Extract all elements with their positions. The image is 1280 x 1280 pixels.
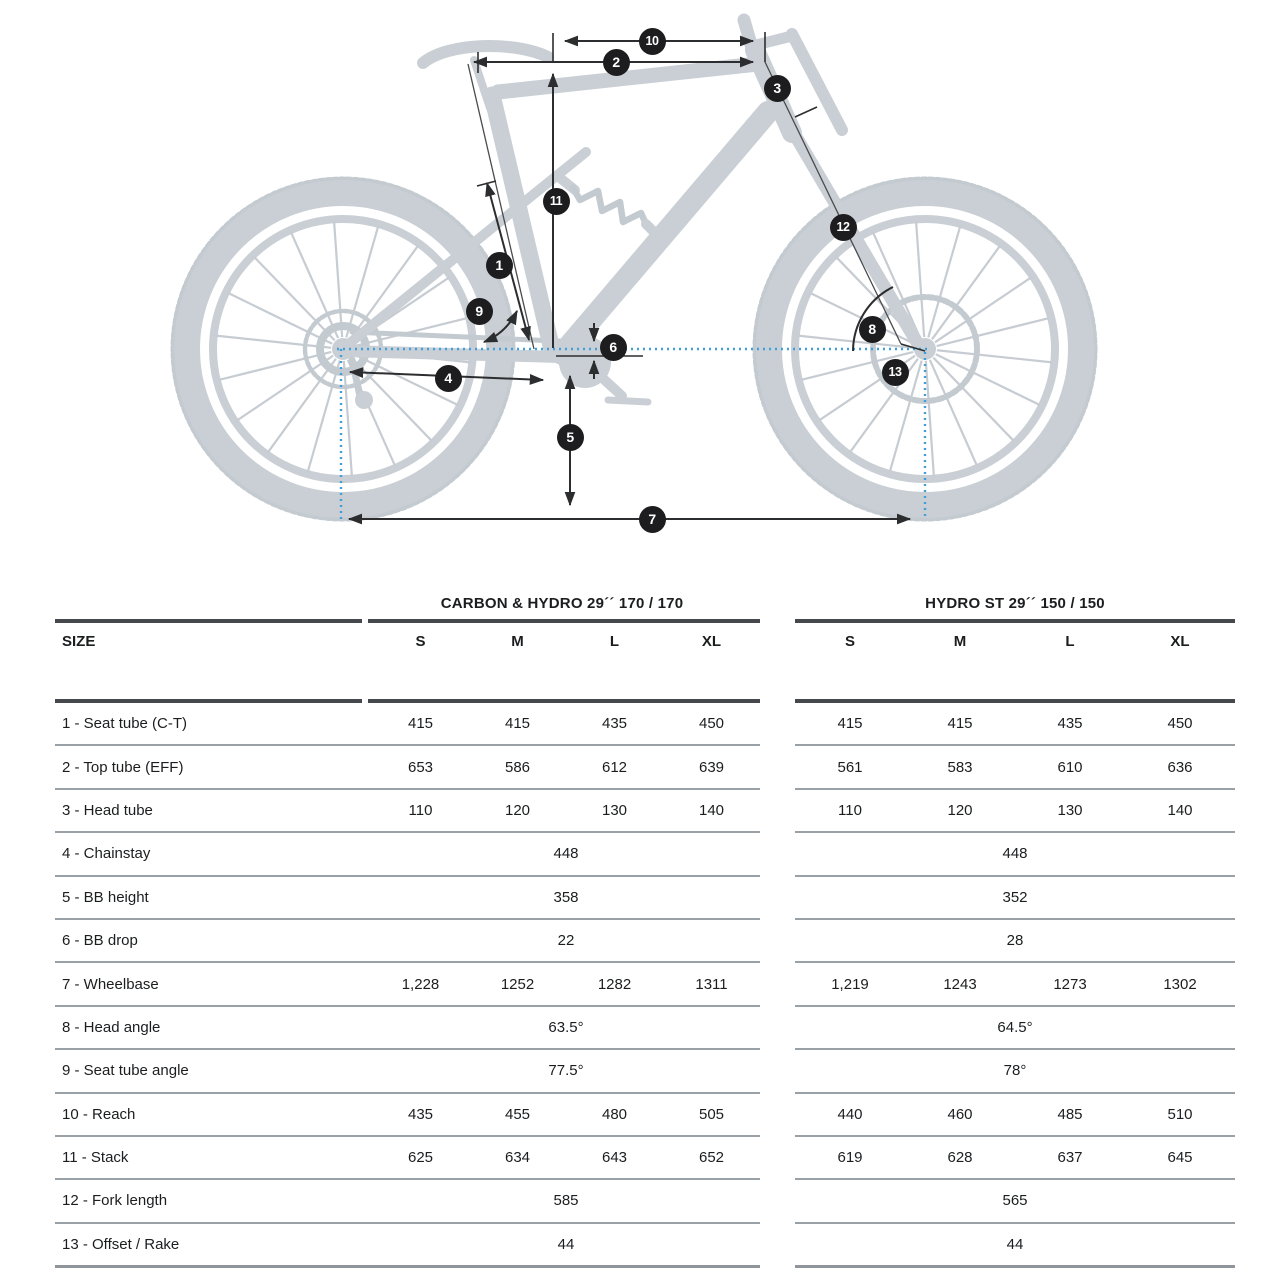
row-value: 460 <box>947 1105 973 1123</box>
col-header-m: M <box>511 633 524 650</box>
marker-8: 8 <box>859 316 886 343</box>
shock-coil-spring <box>573 188 646 224</box>
size-header-row-right <box>795 633 1235 650</box>
row-value: 636 <box>1167 758 1193 776</box>
geometry-row <box>55 920 760 963</box>
marker-5: 5 <box>557 424 584 451</box>
row-label: 9 - Seat tube angle <box>62 1062 189 1080</box>
row-value: 120 <box>504 801 531 819</box>
row-value: 510 <box>1167 1105 1193 1123</box>
row-value-merged: 358 <box>553 888 579 906</box>
row-label: 5 - BB height <box>62 888 149 906</box>
row-label: 10 - Reach <box>62 1105 136 1123</box>
col-header-l: L <box>609 633 620 650</box>
row-value: 1273 <box>1053 975 1087 993</box>
size-header-row-left <box>55 633 760 650</box>
row-value: 628 <box>947 1149 973 1167</box>
row-value: 110 <box>838 801 862 819</box>
row-value-merged: 77.5° <box>548 1062 584 1080</box>
marker-13: 13 <box>882 359 909 386</box>
row-value: 1302 <box>1163 975 1197 993</box>
geometry-row <box>795 1094 1235 1137</box>
spoke <box>237 356 333 421</box>
row-value: 1252 <box>500 975 535 993</box>
row-label: 7 - Wheelbase <box>62 975 159 993</box>
row-value-merged: 448 <box>553 845 579 863</box>
row-value: 634 <box>504 1149 531 1167</box>
geometry-row <box>795 1224 1235 1268</box>
row-value: 625 <box>407 1149 434 1167</box>
geometry-row <box>55 1224 760 1268</box>
geometry-row <box>795 963 1235 1006</box>
row-value: 645 <box>1167 1149 1193 1167</box>
row-value: 619 <box>837 1149 863 1167</box>
row-value-merged: 22 <box>557 932 575 950</box>
col-header-xl: XL <box>701 633 722 650</box>
geometry-table-right <box>795 703 1235 1268</box>
geometry-row <box>795 877 1235 920</box>
saddle <box>423 46 548 63</box>
row-value: 455 <box>504 1105 531 1123</box>
row-value-merged: 78° <box>1003 1062 1027 1080</box>
row-label: 8 - Head angle <box>62 1018 161 1036</box>
down-tube <box>562 112 768 354</box>
row-label: 12 - Fork length <box>62 1192 168 1210</box>
geometry-row <box>795 790 1235 833</box>
geometry-diagram-svg <box>0 0 1280 578</box>
row-value: 120 <box>947 801 973 819</box>
heavy-line <box>55 619 362 623</box>
row-value: 586 <box>504 758 531 776</box>
row-value: 415 <box>947 715 973 733</box>
geometry-row <box>795 1050 1235 1093</box>
head-tube-bottom-tick <box>795 107 817 117</box>
row-label: 6 - BB drop <box>62 932 138 950</box>
row-value: 140 <box>1167 801 1193 819</box>
geometry-row <box>55 746 760 789</box>
col-header-s: S <box>415 633 426 650</box>
row-value: 450 <box>698 715 725 733</box>
geometry-row <box>55 963 760 1006</box>
spoke <box>216 336 331 348</box>
row-value: 415 <box>407 715 434 733</box>
row-value: 130 <box>601 801 628 819</box>
row-value-merged: 63.5° <box>548 1018 584 1036</box>
row-value: 505 <box>698 1105 725 1123</box>
row-value: 140 <box>698 801 725 819</box>
geometry-row <box>55 1007 760 1050</box>
marker-12: 12 <box>830 214 857 241</box>
row-value-merged: 28 <box>1006 932 1024 950</box>
geometry-row <box>55 1180 760 1223</box>
row-value-merged: 352 <box>1002 888 1028 906</box>
spoke <box>937 318 1050 346</box>
row-label: 3 - Head tube <box>62 801 153 819</box>
row-label: 11 - Stack <box>62 1149 129 1167</box>
row-label: 2 - Top tube (EFF) <box>62 758 184 776</box>
row-value: 610 <box>1057 758 1083 776</box>
heavy-line <box>795 619 1235 623</box>
row-value: 583 <box>947 758 973 776</box>
spoke <box>798 336 913 348</box>
row-value: 561 <box>837 758 863 776</box>
geometry-row <box>55 833 760 876</box>
spoke <box>228 293 332 344</box>
row-label: 13 - Offset / Rake <box>62 1235 180 1253</box>
group-title-hydro-st: HYDRO ST 29´´ 150 / 150 <box>925 595 1105 612</box>
marker-2: 2 <box>603 49 630 76</box>
col-header-s: S <box>844 633 855 650</box>
marker-11: 11 <box>543 188 570 215</box>
marker-4: 4 <box>435 365 462 392</box>
row-value-merged: 585 <box>553 1192 579 1210</box>
row-value: 415 <box>504 715 531 733</box>
row-value-merged: 44 <box>557 1235 575 1253</box>
geometry-row <box>795 703 1235 746</box>
geometry-row <box>795 920 1235 963</box>
geometry-row <box>795 1137 1235 1180</box>
row-value: 110 <box>408 801 433 819</box>
derailleur-pulley <box>355 391 373 409</box>
row-value: 637 <box>1057 1149 1083 1167</box>
geometry-row <box>795 833 1235 876</box>
row-value: 612 <box>601 758 628 776</box>
marker-1: 1 <box>486 252 513 279</box>
col-header-xl: XL <box>1170 633 1190 650</box>
row-value: 130 <box>1057 801 1083 819</box>
geometry-row <box>795 1007 1235 1050</box>
geometry-row <box>55 1050 760 1093</box>
geometry-row <box>795 746 1235 789</box>
marker-9: 9 <box>466 298 493 325</box>
stem <box>752 36 792 46</box>
marker-3: 3 <box>764 75 791 102</box>
row-value: 435 <box>407 1105 434 1123</box>
geometry-row <box>55 1137 760 1180</box>
row-value-merged: 565 <box>1002 1192 1028 1210</box>
geometry-table-left <box>55 703 760 1268</box>
spoke <box>935 277 1031 342</box>
row-value: 652 <box>698 1149 725 1167</box>
row-value: 1311 <box>695 975 728 993</box>
geometry-diagram <box>0 0 1280 578</box>
row-label: 1 - Seat tube (C-T) <box>62 715 188 733</box>
marker-10: 10 <box>639 28 666 55</box>
geometry-row <box>795 1180 1235 1223</box>
row-value: 435 <box>1057 715 1083 733</box>
row-value: 643 <box>601 1149 628 1167</box>
row-value-merged: 64.5° <box>997 1018 1033 1036</box>
col-header-l: L <box>1065 633 1075 650</box>
row-value: 1,219 <box>831 975 869 993</box>
row-value: 435 <box>601 715 628 733</box>
row-value-merged: 448 <box>1002 845 1028 863</box>
row-label: 4 - Chainstay <box>62 845 151 863</box>
row-value: 1,228 <box>401 975 440 993</box>
spoke <box>344 361 352 477</box>
geometry-row <box>55 1094 760 1137</box>
pedal <box>608 400 648 402</box>
spoke <box>254 257 335 340</box>
col-header-m: M <box>953 633 967 650</box>
chainstay <box>345 351 560 357</box>
spoke <box>936 354 1040 405</box>
row-value: 450 <box>1167 715 1193 733</box>
row-value: 1282 <box>597 975 632 993</box>
row-value: 440 <box>837 1105 863 1123</box>
seat-tube-top-tick <box>477 181 496 186</box>
spoke <box>916 221 924 337</box>
row-value: 415 <box>837 715 863 733</box>
spoke <box>926 361 934 477</box>
row-value: 480 <box>601 1105 628 1123</box>
row-value: 639 <box>698 758 725 776</box>
row-value: 1243 <box>943 975 977 993</box>
row-value-merged: 44 <box>1006 1235 1024 1253</box>
heavy-line <box>368 619 760 623</box>
group-title-carbon-hydro: CARBON & HYDRO 29´´ 170 / 170 <box>440 595 684 612</box>
size-header: SIZE <box>62 633 96 650</box>
geometry-row <box>55 790 760 833</box>
marker-7: 7 <box>639 506 666 533</box>
spoke <box>937 350 1052 362</box>
row-value: 653 <box>407 758 434 776</box>
marker-6: 6 <box>600 334 627 361</box>
geometry-row <box>55 877 760 920</box>
geometry-row <box>55 703 760 746</box>
spoke <box>334 221 342 337</box>
row-value: 485 <box>1057 1105 1083 1123</box>
